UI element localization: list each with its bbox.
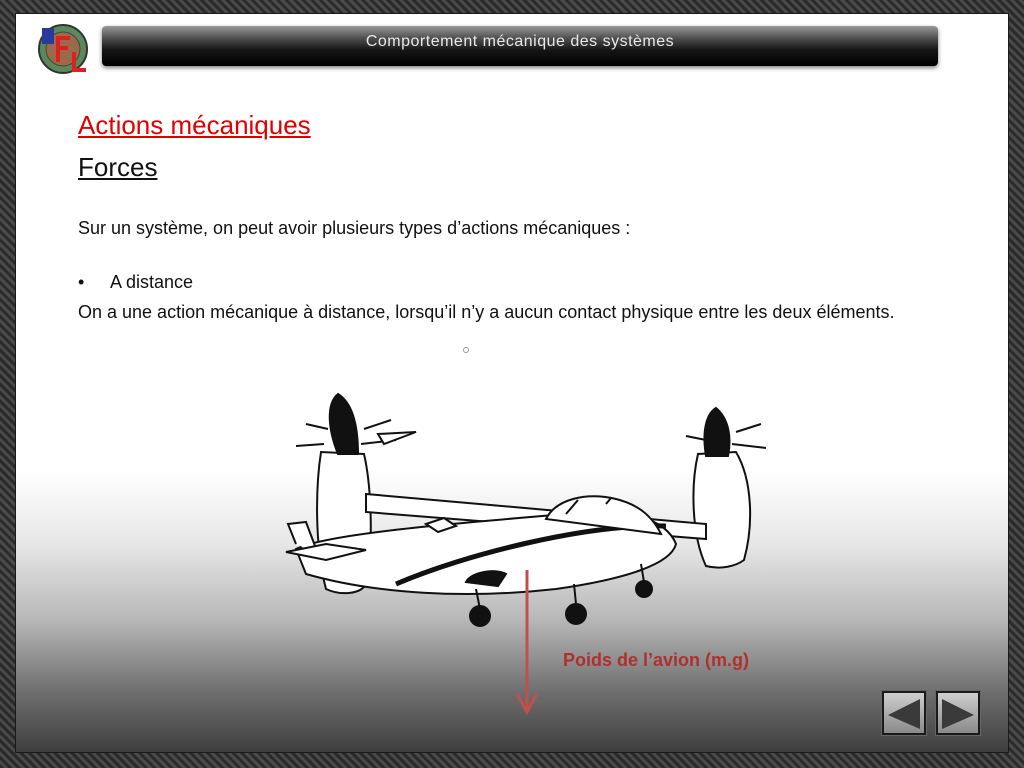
weight-force-arrow (514, 570, 540, 716)
intro-text: Sur un système, on peut avoir plusieurs types d’actions mécaniques : (78, 218, 631, 238)
decorative-dot (463, 347, 469, 353)
slide (16, 14, 1008, 752)
section-subheading: Forces (78, 152, 158, 182)
section-heading: Actions mécaniques (78, 110, 311, 140)
title-bar (102, 26, 938, 66)
bullet-item (78, 272, 193, 293)
next-slide-button[interactable] (936, 691, 980, 735)
bullet-text: A distance (110, 272, 194, 292)
logo (36, 22, 90, 76)
triangle-left-icon (884, 693, 924, 733)
previous-slide-button[interactable] (882, 691, 926, 735)
weight-force-label: Poids de l’avion (m.g) (563, 650, 750, 670)
explanation-text: On a une action mécanique à distance, lorsqu’il n’y a aucun contact physique entre les deux éléments. (78, 302, 895, 322)
title-text: Comportement mécanique des systèmes (365, 33, 675, 50)
triangle-right-icon (938, 693, 978, 733)
bullet-marker: • (78, 272, 85, 292)
